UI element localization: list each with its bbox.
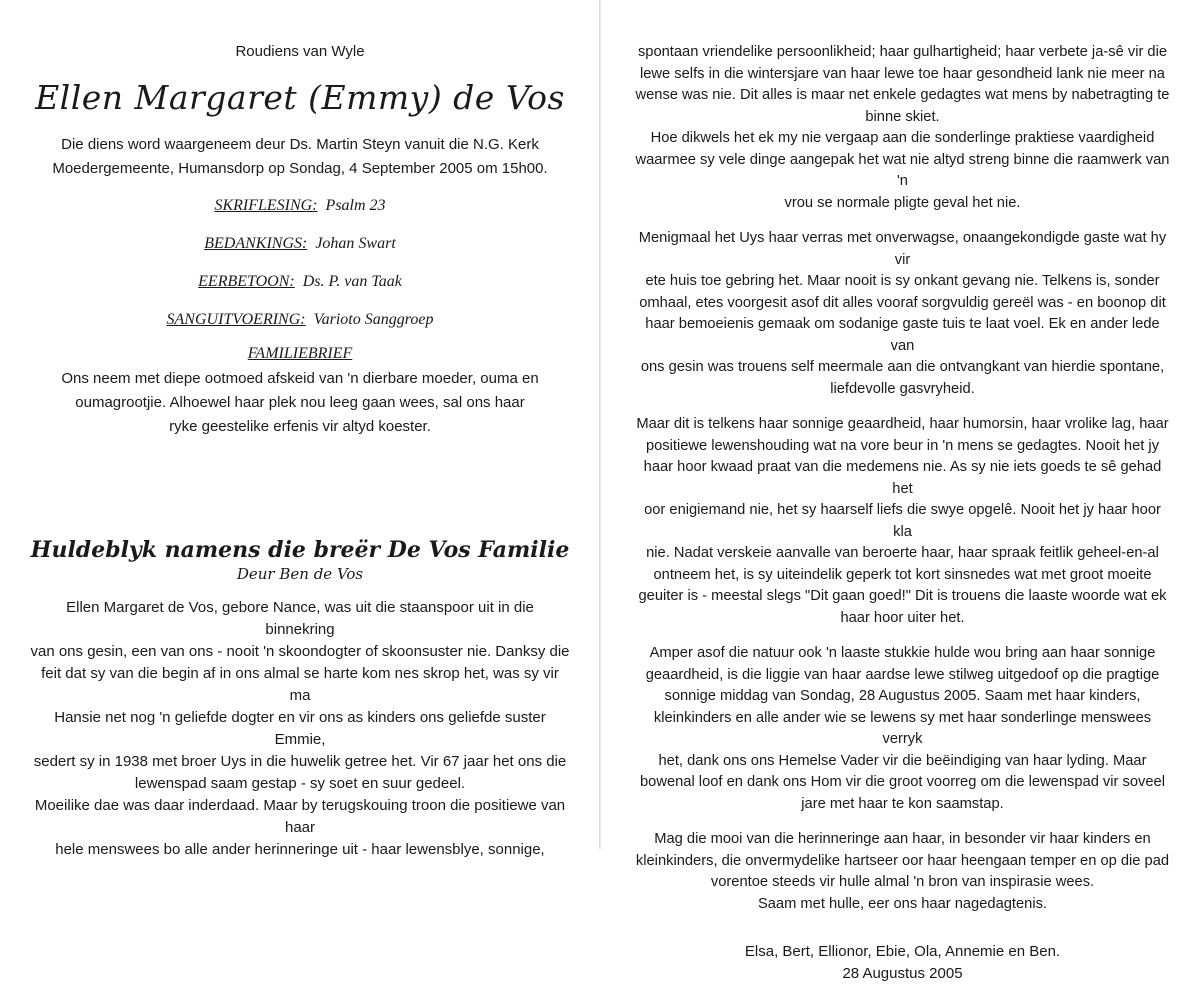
paragraph-line: Mag die mooi van die herinneringe aan haar, in besonder vir haar kinders en (654, 831, 1151, 847)
paragraph-line: geuiter is - meestal slegs "Dit gaan goed!" Dit is trouens die laaste woorde wat ek (638, 588, 1167, 604)
tribute-line-7: Moeilike dae was daar inderdaad. Maar by terugskouing troon die positiewe van haar (34, 797, 566, 836)
tribute-line-8: hele menswees bo alle ander herinneringe uit - haar lewensblye, sonnige, (55, 841, 545, 858)
tribute-line-5: sedert sy in 1938 met broer Uys in die huwelik getree het. Vir 67 jaar het ons die (33, 753, 567, 770)
paragraph-line: nie. Nadat verskeie aanvalle van beroerte haar, haar spraak feitlik geheel-en-al (646, 545, 1159, 561)
tribute-line-1: Ellen Margaret de Vos, gebore Nance, was uit die staanspoor uit in die binnekring (66, 599, 534, 638)
paragraph-line: vrou se normale pligte geval het nie. (784, 194, 1021, 211)
paragraph-line: vorentoe steeds vir hulle almal 'n bron van inspirasie wees. (710, 874, 1095, 890)
deceased-name: Ellen Margaret (Emmy) de Vos (35, 78, 565, 117)
paragraph-1 (635, 42, 1170, 128)
program-value: Psalm 23 (325, 197, 386, 214)
paragraph-line: Amper asof die natuur ook 'n laaste stukkie hulde wou bring aan haar sonnige (649, 645, 1156, 661)
tribute-title: Huldeblyk namens die breër De Vos Familie (30, 537, 570, 563)
program-label: BEDANKINGS: (204, 235, 308, 252)
program-list (30, 197, 570, 329)
family-letter-line-3: ryke geestelike erfenis vir altyd koester. (169, 418, 431, 435)
intro-line: Roudiens van Wyle (235, 43, 365, 60)
paragraph-line: oor enigiemand nie, het sy haarself liefs die swye opgelê. Nooit het jy haar hoor kla (644, 502, 1161, 540)
paragraph-line: geaardheid, is die liggie van haar aardse lewe stilweg uitgedoof op die pragtige (645, 666, 1160, 683)
family-letter-line-2: oumagrootjie. Alhoewel haar plek nou leeg gaan wees, sal ons haar (75, 394, 525, 411)
paragraph-line: ontneem het, is sy uiteindelik geperk tot kort sinsnedes wat met groot moeite (653, 566, 1152, 583)
paragraph-line: kleinkinders, die onvermydelike hartseer oor haar heengaan temper en op die pad (635, 852, 1170, 869)
tribute-line-6: lewenspad saam gestap - sy soet en suur gedeel. (134, 775, 466, 792)
tribute-line-4: Hansie net nog 'n geliefde dogter en vir ons as kinders ons geliefde suster Emmie, (54, 709, 546, 748)
paragraph-line: haar hoor kwaad praat van die medemens nie. As sy nie iets goeds te sê gehad het (643, 459, 1162, 497)
family-letter (30, 367, 570, 439)
paragraph-line: ete huis toe gebring het. Maar nooit is sy onkant gevang nie. Telkens is, sonder (645, 273, 1160, 289)
program-item-scripture (30, 197, 570, 215)
paragraph-4 (635, 414, 1170, 629)
paragraph-line: Hoe dikwels het ek my nie vergaap aan die sonderlinge praktiese vaardigheid (650, 130, 1155, 146)
paragraph-line: haar hoor uiter het. (840, 609, 965, 626)
service-line-2: Moedergemeente, Humansdorp op Sondag, 4 September 2005 om 15h00. (52, 160, 548, 177)
left-page (0, 0, 600, 858)
paragraph-line: Maar dit is telkens haar sonnige geaardheid, haar humorsin, haar vrolike lag, haar (636, 416, 1169, 432)
paragraph-line: haar bemoeienis gemaak om sodanige gaste tuis te laat voel. Ek en ander lede van (645, 316, 1160, 354)
paragraph-line: sonnige middag van Sondag, 28 Augustus 2005. Saam met haar kinders, (664, 688, 1141, 704)
service-line-1: Die diens word waargeneem deur Ds. Martin Steyn vanuit die N.G. Kerk (61, 136, 539, 153)
program-label: EERBETOON: (198, 273, 295, 290)
program-label: SKRIFLESING: (214, 197, 318, 214)
tribute-line-3: feit dat sy van die begin af in ons almal se harte kom nes skrop het, was sy vir ma (41, 665, 559, 704)
paragraph-line: jare met haar te kon saamstap. (801, 795, 1004, 812)
paragraph-line: Menigmaal het Uys haar verras met onverwagse, onaangekondigde gaste wat hy vir (638, 230, 1167, 268)
program-label: SANGUITVOERING: (166, 311, 306, 328)
paragraph-line: omhaal, etes voorgesit asof dit alles vooraf sorgvuldig gereël was - en boonop dit (639, 294, 1166, 311)
family-letter-heading: FAMILIEBRIEF (247, 345, 353, 362)
paragraph-line: lewe selfs in die wintersjare van haar lewe toe haar gesondheid lank nie meer na (640, 65, 1165, 82)
paragraph-line: spontaan vriendelike persoonlikheid; haar gulhartigheid; haar verbete ja-sê vir die (637, 44, 1168, 60)
paragraph-line: ons gesin was trouens self meermale aan die ontvangkant van hierdie spontane, (640, 359, 1165, 375)
program-item-thanks (30, 235, 570, 253)
paragraph-line: binne skiet. (865, 108, 940, 125)
paragraph-line: waarmee sy vele dinge aangepak het wat nie altyd streng binne die raamwerk van 'n (635, 151, 1170, 189)
paragraph-line: kleinkinders en alle ander wie se lewens sy met haar sonderlinge menswees verryk (653, 709, 1152, 747)
signatories: Elsa, Bert, Ellionor, Ebie, Ola, Annemie en Ben. (744, 943, 1061, 960)
tribute-line-2: van ons gesin, een van ons - nooit 'n skoondogter of skoonsuster nie. Danksy die (30, 643, 570, 660)
paragraph-6 (635, 829, 1170, 915)
family-letter-line-1: Ons neem met diepe ootmoed afskeid van 'n dierbare moeder, ouma en (61, 370, 539, 387)
program-value: Ds. P. van Taak (302, 273, 402, 290)
paragraph-line: wense was nie. Dit alles is maar net enkele gedagtes wat mens by nabetragting te (635, 87, 1170, 103)
paragraph-2 (635, 128, 1170, 214)
program-item-tribute (30, 273, 570, 291)
paragraph-line: het, dank ons ons Hemelse Vader vir die beëindiging van haar lyding. Maar (658, 752, 1147, 769)
program-value: Varioto Sanggroep (313, 311, 434, 328)
service-details (30, 133, 570, 181)
right-page (600, 0, 1200, 982)
signature-date: 28 Augustus 2005 (842, 965, 963, 982)
paragraph-line: liefdevolle gasvryheid. (830, 380, 975, 397)
tribute-text (30, 597, 570, 861)
paragraph-3 (635, 228, 1170, 400)
program-value: Johan Swart (315, 235, 396, 252)
program-item-singing (30, 311, 570, 329)
signature-block (635, 941, 1170, 985)
paragraph-line: bowenal loof en dank ons Hom vir die groot voorreg om die lewenspad vir soveel (640, 774, 1165, 790)
paragraph-line: positiewe lewenshouding wat na vore beur in 'n mens se gedagtes. Nooit het jy (645, 437, 1160, 454)
tribute-byline: Deur Ben de Vos (236, 565, 364, 583)
paragraph-5 (635, 643, 1170, 815)
paragraph-line: Saam met hulle, eer ons haar nagedagtenis. (757, 895, 1048, 912)
